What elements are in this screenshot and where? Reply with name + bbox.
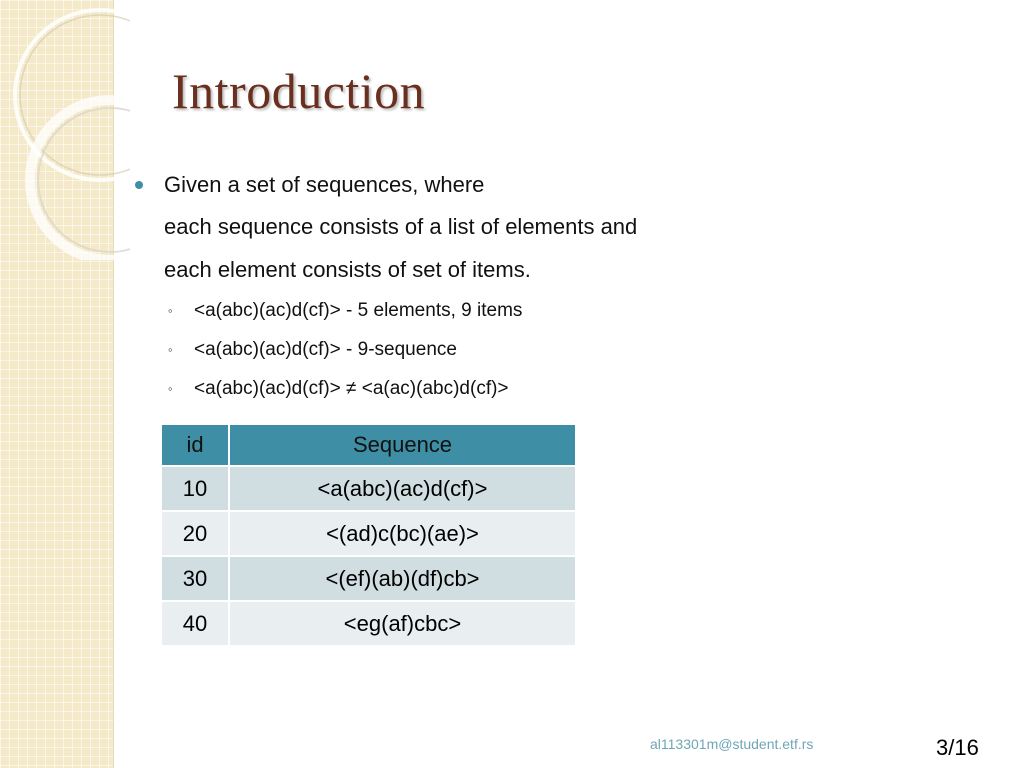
- sub-bullet-item: <a(abc)(ac)d(cf)> - 5 elements, 9 items: [194, 300, 523, 321]
- cell-id: 10: [161, 466, 229, 511]
- column-header-id: id: [161, 424, 229, 466]
- bullet-line: each element consists of set of items.: [164, 257, 531, 282]
- slide-title: Introduction: [172, 63, 426, 119]
- cell-id: 30: [161, 556, 229, 601]
- sequence-table: [160, 423, 577, 647]
- bullet-icon: [135, 181, 143, 189]
- cell-sequence: <(ef)(ab)(df)cb>: [229, 556, 576, 601]
- cell-sequence: <(ad)c(bc)(ae)>: [229, 511, 576, 556]
- decorative-rings: [0, 0, 130, 260]
- page-number: 3/16: [936, 735, 979, 760]
- sub-bullet-item: <a(abc)(ac)d(cf)> ≠ <a(ac)(abc)d(cf)>: [194, 378, 509, 399]
- table-row: [161, 466, 576, 511]
- sub-bullet-icon: ◦: [168, 381, 173, 396]
- table-row: [161, 556, 576, 601]
- footer-email: al113301m@student.etf.rs: [650, 736, 814, 752]
- cell-sequence: <a(abc)(ac)d(cf)>: [229, 466, 576, 511]
- table-row: [161, 511, 576, 556]
- cell-sequence: <eg(af)cbc>: [229, 601, 576, 646]
- bullet-line: each sequence consists of a list of elements and: [164, 214, 638, 239]
- sub-bullet-item: <a(abc)(ac)d(cf)> - 9-sequence: [194, 339, 457, 360]
- bullet-line: Given a set of sequences, where: [164, 172, 485, 197]
- table-row: [161, 601, 576, 646]
- column-header-sequence: Sequence: [229, 424, 576, 466]
- sub-bullet-icon: ◦: [168, 303, 173, 318]
- cell-id: 40: [161, 601, 229, 646]
- sub-bullet-icon: ◦: [168, 342, 173, 357]
- table-header-row: [161, 424, 576, 466]
- cell-id: 20: [161, 511, 229, 556]
